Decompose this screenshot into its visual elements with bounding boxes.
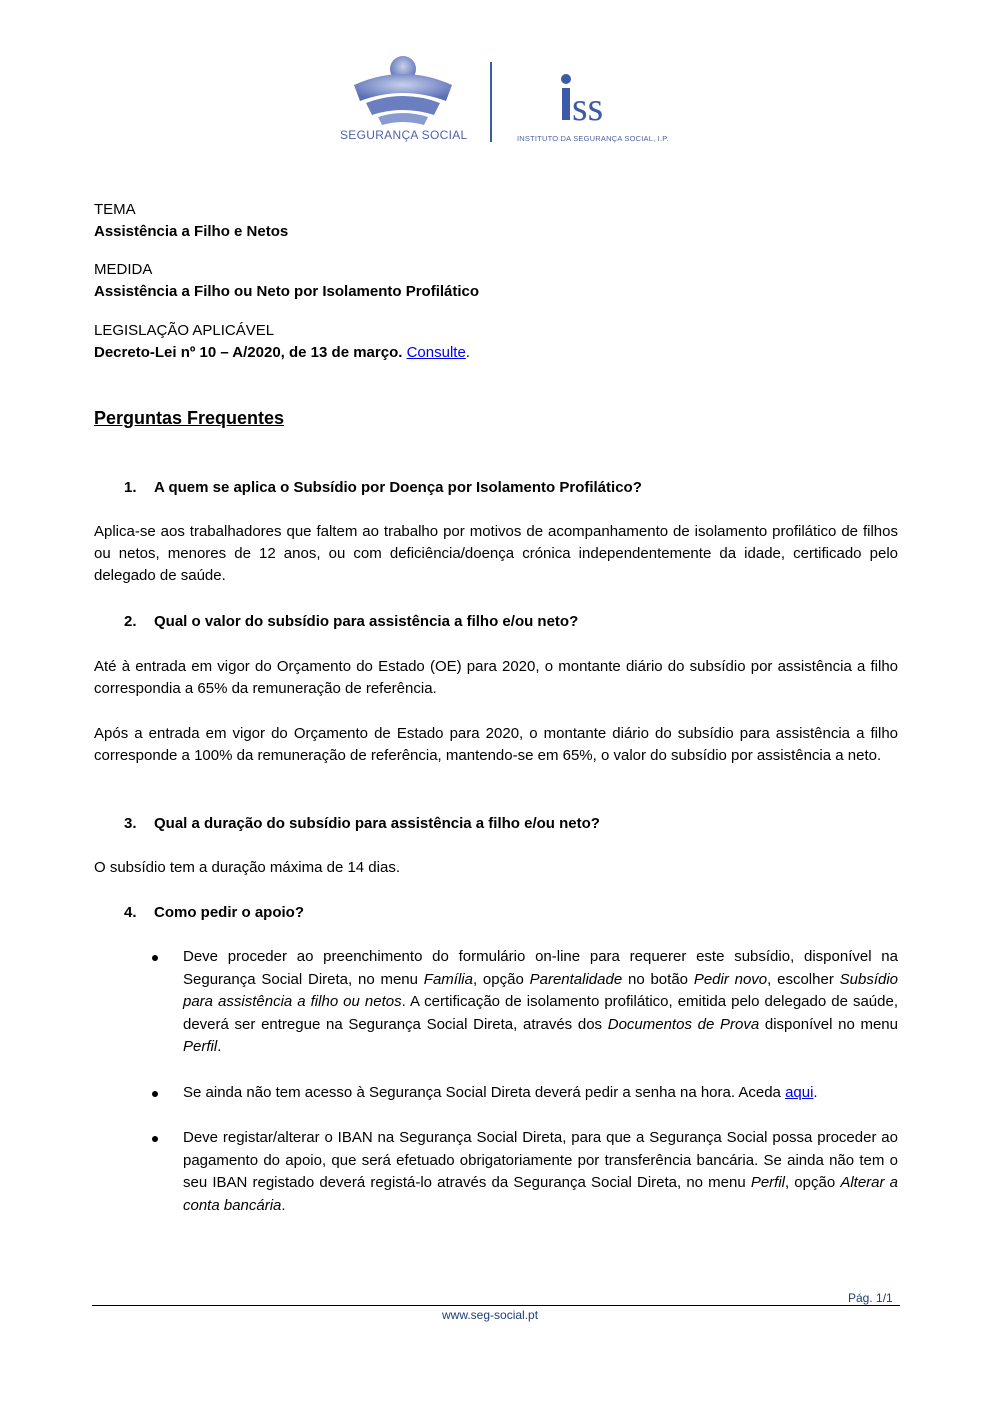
answer-2-paragraph-1: Até à entrada em vigor do Orçamento do Estado (OE) para 2020, o montante diário do subsídio por assistência a filho correspondia a 65% da remuneração de referência.: [94, 658, 898, 697]
logo-divider: [490, 62, 492, 142]
question-1: [124, 477, 642, 499]
legislacao-line: [94, 342, 898, 364]
question-4: [124, 902, 304, 924]
left-logo-text: SEGURANÇA SOCIAL: [340, 128, 468, 142]
question-4-text: Como pedir o apoio?: [154, 904, 304, 921]
faq-title: Perguntas Frequentes: [94, 408, 285, 428]
medida-block: [94, 259, 898, 303]
question-2-text: Qual o valor do subsídio para assistência a filho e/ou neto?: [154, 613, 579, 630]
question-1-text: A quem se aplica o Subsídio por Doença por Isolamento Profilático?: [154, 479, 642, 496]
medida-value: Assistência a Filho ou Neto por Isolamento Profilático: [94, 283, 480, 300]
page-number: Pág. 1/1: [848, 1291, 893, 1305]
answer-3: O subsídio tem a duração máxima de 14 dias.: [94, 859, 400, 876]
bullet-item-senha: Se ainda não tem acesso à Segurança Social Direta deverá pedir a senha na hora. Aceda aqui.: [150, 1082, 898, 1105]
legislacao-label: LEGISLAÇÃO APLICÁVEL: [94, 322, 275, 339]
question-2: [124, 611, 578, 633]
question-4-number: 4.: [124, 904, 137, 921]
legislacao-block: [94, 320, 898, 364]
medida-label: MEDIDA: [94, 261, 153, 278]
header-logos: [330, 55, 670, 150]
bullet-list: [150, 946, 898, 1217]
consulte-link[interactable]: Consulte: [406, 344, 466, 361]
right-logo-text: INSTITUTO DA SEGURANÇA SOCIAL, I.P.: [517, 134, 669, 143]
svg-text:ss: ss: [572, 84, 604, 129]
bullet-icon: [152, 1136, 158, 1142]
tema-label: TEMA: [94, 201, 136, 218]
aqui-link[interactable]: aqui: [785, 1083, 814, 1101]
iss-logo-icon: [558, 72, 618, 130]
answer-1: Aplica-se aos trabalhadores que faltem ao trabalho por motivos de acompanhamento de isolamento profilático de filhos ou netos, menores de 12 anos, ou com deficiência/doença crónica independentemente da idade, certificado pelo delegado de saúde.: [94, 523, 898, 584]
question-3: [124, 813, 600, 835]
footer-site: www.seg-social.pt: [442, 1308, 539, 1322]
bullet-item-iban: Deve registar/alterar o IBAN na Segurança Social Direta, para que a Segurança Social possa proceder ao pagamento do apoio, que será efetuado obrigatoriamente por transferência bancária. Se ainda não tem o seu IBAN registado deverá registá-lo através da Segurança Social Direta, no menu Perfil, opção Alterar a conta bancária.: [150, 1127, 898, 1217]
legislacao-value: Decreto-Lei nº 10 – A/2020, de 13 de março.: [94, 344, 403, 361]
bullet-icon: [152, 955, 158, 961]
answer-2-paragraph-2: Após a entrada em vigor do Orçamento de Estado para 2020, o montante diário do subsídio para assistência a filho corresponde a 100% da remuneração de referência, mantendo-se em 65%, o valor do subsídio por assistência a neto.: [94, 725, 898, 764]
tema-block: [94, 199, 898, 243]
tema-value: Assistência a Filho e Netos: [94, 223, 289, 240]
question-3-number: 3.: [124, 815, 137, 832]
footer-divider: [92, 1305, 900, 1306]
seguranca-social-emblem-icon: [348, 55, 458, 127]
bullet-icon: [152, 1091, 158, 1097]
bullet-item-formulario: Deve proceder ao preenchimento do formulário on-line para requerer este subsídio, disponível na Segurança Social Direta, no menu Família, opção Parentalidade no botão Pedir novo, escolher Subsídio para assistência a filho ou netos. A certificação de isolamento profilático, emitida pelo delegado de saúde, deverá ser entregue na Segurança Social Direta, através dos Documentos de Prova disponível no menu Perfil.: [150, 946, 898, 1059]
legislacao-end: .: [465, 344, 470, 361]
question-3-text: Qual a duração do subsídio para assistência a filho e/ou neto?: [154, 815, 600, 832]
question-2-number: 2.: [124, 613, 137, 630]
question-1-number: 1.: [124, 479, 137, 496]
